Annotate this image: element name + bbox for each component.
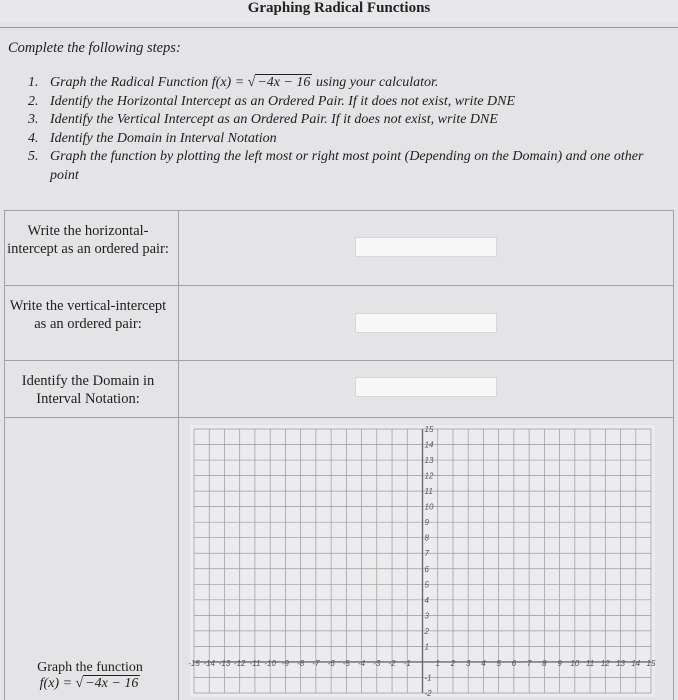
step-number: 2. [28,93,39,109]
x-tick-label: 1 [435,658,440,668]
row-divider [4,285,674,286]
intro-text: Complete the following steps: [8,40,181,56]
sqrt-symbol: √ [247,75,256,90]
step-number: 3. [28,112,39,127]
domain-input[interactable] [355,377,497,397]
y-tick-label: 6 [424,564,429,574]
column-divider [178,210,179,700]
x-tick-label: -8 [297,658,305,668]
x-tick-label: 13 [616,658,625,668]
x-tick-label: 7 [526,658,532,668]
x-tick-label: -5 [342,658,350,668]
table-right-border [673,210,674,700]
vertical-intercept-label: Write the vertical-intercept as an ordered pair: [9,298,167,332]
y-tick-label: 9 [424,518,429,528]
y-tick-label: 2 [424,626,429,636]
row-divider [4,360,674,361]
radicand: −4x − 16 [85,676,139,691]
step-text: Graph the function by plotting the left most or right most point (Depending on the Domain) and one other point [50,149,644,183]
steps-list [28,74,668,185]
x-tick-label: 6 [511,658,517,668]
step-text: Identify the Vertical Intercept as an Ordered Pair. If it does not exist, write DNE [50,112,498,127]
step-item [28,148,668,185]
graph-function-label [10,660,170,692]
x-tick-label: -11 [249,658,261,668]
horizontal-intercept-label: Write the horizontal-intercept as an ordered pair: [7,223,169,257]
table-top-rule [4,210,674,211]
x-tick-label: 15 [646,658,656,668]
x-tick-label: 2 [450,658,456,668]
y-tick-label: 13 [424,456,434,466]
step-text-before: Graph the Radical Function [50,75,212,90]
y-tick-label: 1 [424,642,429,652]
step-text: Identify the Horizontal Intercept as an Ordered Pair. If it does not exist, write DNE [50,93,516,109]
x-tick-label: -13 [218,658,231,668]
y-tick-label: -2 [424,689,432,698]
radicand: −4x − 16 [257,75,311,90]
page-title: Graphing Radical Functions [0,0,678,22]
step-item [28,130,668,149]
vertical-intercept-input[interactable] [355,313,497,333]
step-number: 5. [28,149,39,164]
x-tick-label: 11 [585,658,595,668]
step-item [28,93,668,112]
sqrt-symbol: √ [75,676,84,691]
y-tick-label: 5 [424,580,429,590]
function-name: f(x) = [39,676,76,691]
function-name: f(x) = [211,75,248,90]
step-item [28,74,668,93]
title-divider [0,27,678,28]
y-tick-label: 14 [424,440,434,450]
x-tick-label: -15 [188,658,200,668]
x-tick-label: 8 [542,658,547,668]
graph-prompt-text: Graph the function [37,660,143,675]
graph-function-formula [10,676,170,692]
x-tick-label: 14 [631,658,641,668]
y-tick-label: 4 [424,595,429,605]
horizontal-intercept-input[interactable] [355,237,497,257]
step-text-after: using your calculator. [312,75,439,90]
x-tick-label: -9 [281,658,289,668]
x-tick-label: -1 [403,658,411,668]
x-tick-label: 10 [570,658,580,668]
y-tick-label: 10 [424,502,434,512]
x-tick-label: -7 [312,658,320,668]
table-left-border [4,210,5,700]
y-tick-label: 12 [424,471,434,481]
x-tick-label: -14 [203,658,216,668]
x-tick-label: 4 [481,658,486,668]
row-divider [4,417,674,418]
step-item [28,111,668,130]
y-tick-label: 3 [424,611,429,621]
x-tick-label: -12 [233,658,246,668]
x-tick-label: -2 [388,658,396,668]
domain-label: Identify the Domain in Interval Notation: [21,373,155,407]
x-tick-label: -3 [373,658,381,668]
x-tick-label: -4 [358,658,366,668]
coordinate-grid[interactable] [190,425,660,700]
step-number: 1. [28,75,39,90]
x-tick-label: -10 [264,658,276,668]
y-tick-label: 7 [424,549,429,559]
x-tick-label: 5 [496,658,501,668]
y-tick-label: -1 [424,673,432,683]
x-tick-label: 12 [600,658,610,668]
y-tick-label: 11 [424,487,433,497]
x-tick-label: 3 [465,658,471,668]
x-tick-label: 9 [557,658,562,668]
y-tick-label: 8 [424,533,429,543]
step-text: Identify the Domain in Interval Notation [50,130,277,146]
x-tick-label: -6 [327,658,335,668]
step-text [50,74,438,93]
step-number: 4. [28,130,39,146]
y-tick-label: 15 [424,425,434,434]
